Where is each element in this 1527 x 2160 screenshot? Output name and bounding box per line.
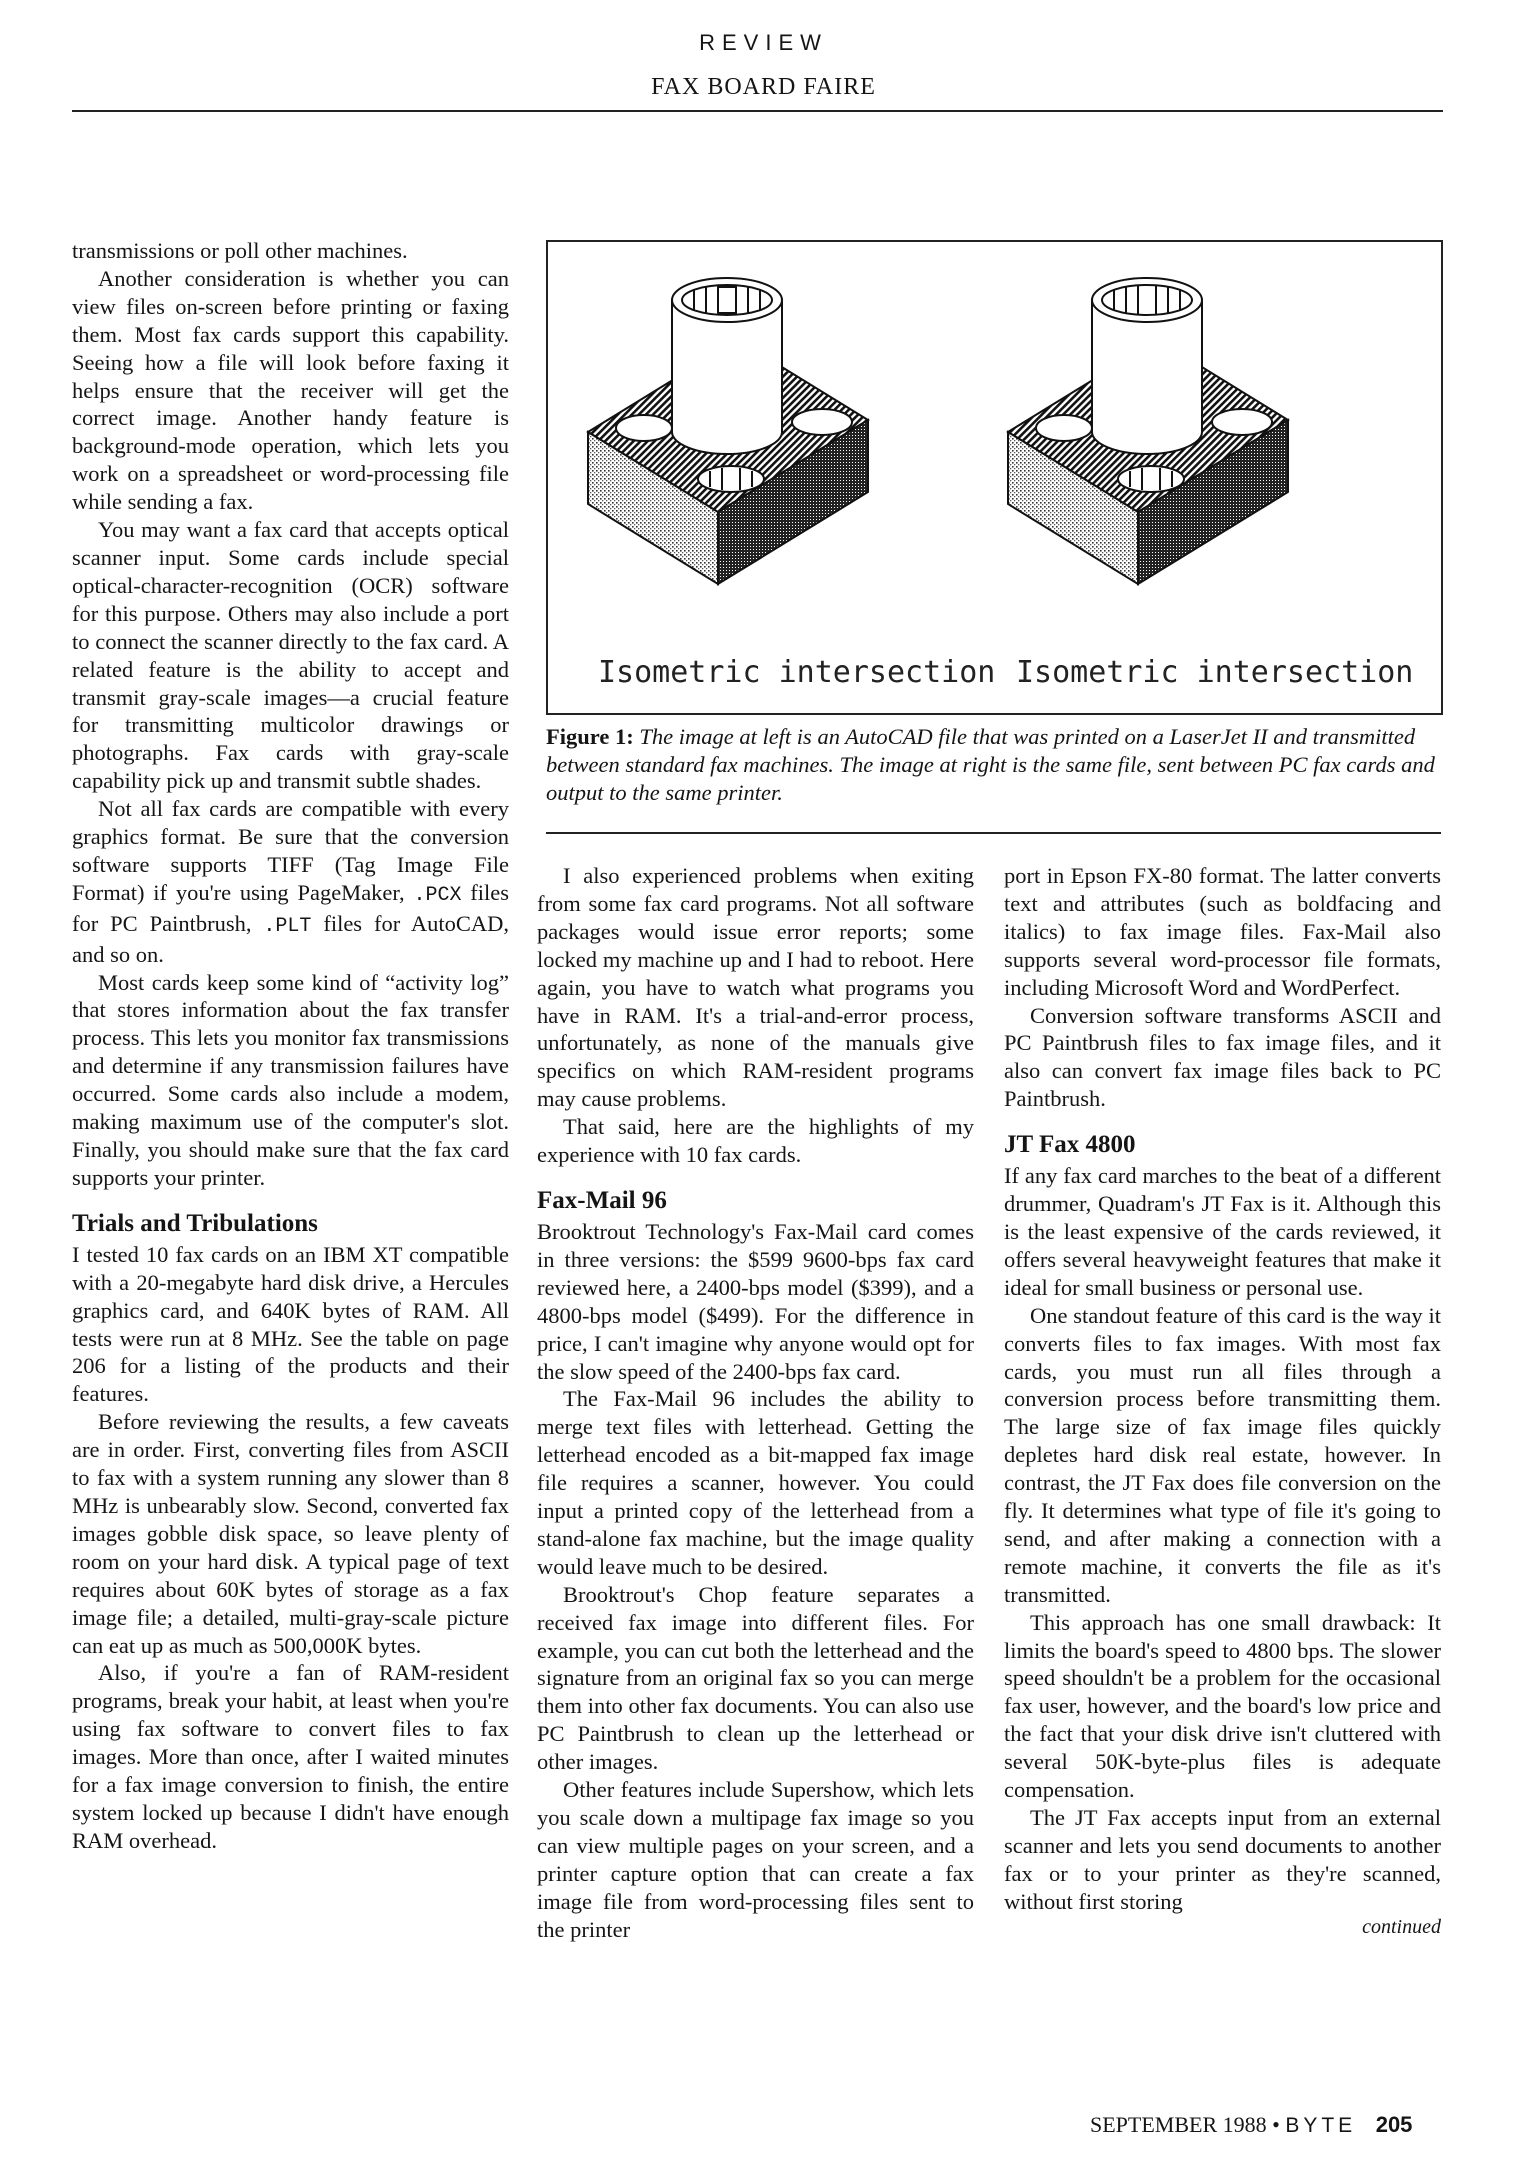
paragraph: Brooktrout's Chop feature separates a received fax image into different files. For example, you can cut both the letterhead and the signature from an original fax so you can merge them into other fax documents. You can also use PC Paintbrush to clean up the letterhead or other images. [537,1581,974,1775]
page-footer [1090,2112,1412,2138]
paragraph: Brooktrout Technology's Fax-Mail card comes in three versions: the $599 9600-bps fax card reviewed here, a 2400-bps model ($399), and a 4800-bps model ($499). For the difference in price, I can't imagine why anyone would opt for the slow speed of the 2400-bps fax card. [537,1218,974,1384]
paragraph: You may want a fax card that accepts optical scanner input. Some cards include special optical-character-recognition (OCR) software for this purpose. Others may also include a port to connect the scanner directly to the fax card. A related feature is the ability to accept and transmit gray-scale images—a crucial feature for transmitting multicolor drawings or photographs. Fax cards with gray-scale capability pick up and transmit subtle shades. [72,517,509,794]
paragraph: transmissions or poll other machines. [72,238,408,263]
paragraph: I tested 10 fax cards on an IBM XT compatible with a 20-megabyte hard disk drive, a Hercules graphics card, and 640K bytes of RAM. All tests were run at 8 MHz. See the table on page 206 for a listing of the products and their features. [72,1241,509,1407]
text-run: files for PC Paintbrush, [72,879,509,936]
file-extension: .PLT [263,914,312,938]
paragraph: Also, if you're a fan of RAM-resident programs, break your habit, at least when you're using fax software to convert files to fax images. More than once, after I waited minutes for a fax image conversion to finish, the entire system locked up because I didn't have enough RAM overhead. [72,1660,509,1853]
isometric-drawing-right [1008,278,1288,584]
running-title: FAX BOARD FAIRE [651,74,876,100]
figure-caption [546,723,1441,807]
file-extension: .PCX [413,883,462,907]
paragraph: This approach has one small drawback: It limits the board's speed to 4800 bps. The slower speed shouldn't be a problem for the occasional fax user, however, and the board's low price and the fact that your disk drive isn't cluttered with several 50K-byte-plus files is adequate compensation. [1004,1609,1441,1803]
text-run: files for AutoCAD, and so on. [72,910,510,967]
footer-bullet: • [1272,2112,1280,2137]
paragraph: The Fax-Mail 96 includes the ability to merge text files with letterhead. Getting the letterhead encoded as a bit-mapped fax image file requires a scanner, however. You could input a printed copy of the letterhead from a stand-alone fax machine, but the image quality would leave much to be desired. [537,1386,974,1579]
continued-marker: continued [1362,1915,1441,1938]
magazine-name: BYTE [1285,2114,1357,2137]
issue-date: SEPTEMBER 1988 [1090,2112,1267,2137]
caption-label: Figure 1: [546,724,634,749]
column-2 [537,862,974,1944]
section-kicker: REVIEW [699,30,828,55]
text-run: Not all fax cards are compatible with every graphics format. Be sure that the conversion software supports TIFF (Tag Image File Format) if you're using PageMaker, [72,796,509,905]
figure-label-right: Isometric intersection [1016,655,1414,690]
caption-text: The image at left is an AutoCAD file that was printed on a LaserJet II and transmitted between standard fax machines. The image at right is the same file, sent between PC fax cards and output to the same printer. [546,724,1435,805]
paragraph [72,795,509,968]
paragraph: Conversion software transforms ASCII and PC Paintbrush files to fax image files, and it also can convert fax image files back to PC Paintbrush. [1004,1002,1441,1112]
paragraph: The JT Fax accepts input from an external scanner and lets you send documents to another fax or to your printer as they're scanned, without first storing [1004,1805,1441,1914]
column-1 [72,237,509,1855]
paragraph: port in Epson FX-80 format. The latter converts text and attributes (such as boldfacing and italics) to fax image files. Fax-Mail also supports several word-processor file formats, including Microsoft Word and WordPerfect. [1004,863,1441,1000]
paragraph: That said, here are the highlights of my experience with 10 fax cards. [537,1114,974,1168]
column-3 [1004,862,1441,1938]
section-heading: Trials and Tribulations [72,1209,318,1237]
paragraph: Most cards keep some kind of “activity log” that stores information about the fax transfer process. This lets you monitor fax transmissions and determine if any transmission failures have occurred. Some cards also include a modem, making maximum use of the computer's slot. Finally, you should make sure that the fax card supports your printer. [72,969,509,1190]
figure-rule [546,832,1441,834]
paragraph: Other features include Supershow, which lets you scale down a multipage fax image so you can view multiple pages on your screen, and a printer capture option that can create a fax image file from word-processing files sent to the printer [537,1777,974,1942]
paragraph: One standout feature of this card is the way it converts files to fax images. With most fax cards, you must run all files through a conversion process before transmitting them. The large size of fax image files quickly depletes hard disk real estate, however. In contrast, the JT Fax does file conversion on the fly. It determines what type of file it's going to send, and after making a connection with a remote machine, it converts the file as it's transmitted. [1004,1302,1441,1607]
paragraph: If any fax card marches to the beat of a different drummer, Quadram's JT Fax is it. Although this is the least expensive of the cards reviewed, it offers several heavyweight features that make it ideal for small business or personal use. [1004,1163,1441,1300]
figure-label-left: Isometric intersection [598,655,996,690]
page-number: 205 [1375,2112,1413,2137]
section-heading: Fax-Mail 96 [537,1186,667,1214]
header-rule [72,110,1443,112]
isometric-figure-image [548,242,1441,713]
paragraph: I also experienced problems when exiting from some fax card programs. Not all software packages would issue error reports; some locked my machine up and I had to reboot. Here again, you have to watch what programs you have in RAM. It's a trial-and-error process, unfortunately, as none of the manuals give specifics on which RAM-resident programs may cause problems. [537,863,974,1112]
paragraph: Another consideration is whether you can view files on-screen before printing or faxing them. Most fax cards support this capability. Seeing how a file will look before faxing it helps ensure that the receiver will get the correct image. Another handy feature is background-mode operation, which lets you work on a spreadsheet or word-processing file while sending a fax. [72,265,509,515]
paragraph: Before reviewing the results, a few caveats are in order. First, converting files from ASCII to fax with a system running any slower than 8 MHz is unbearably slow. Second, converted fax images gobble disk space, so leave plenty of room on your hard disk. A typical page of text requires about 60K bytes of storage as a fax image file; a detailed, multi-gray-scale picture can eat up as much as 500,000K bytes. [72,1409,509,1658]
isometric-drawing-left [588,278,868,584]
figure-1 [546,240,1443,715]
section-heading: JT Fax 4800 [1004,1131,1136,1159]
